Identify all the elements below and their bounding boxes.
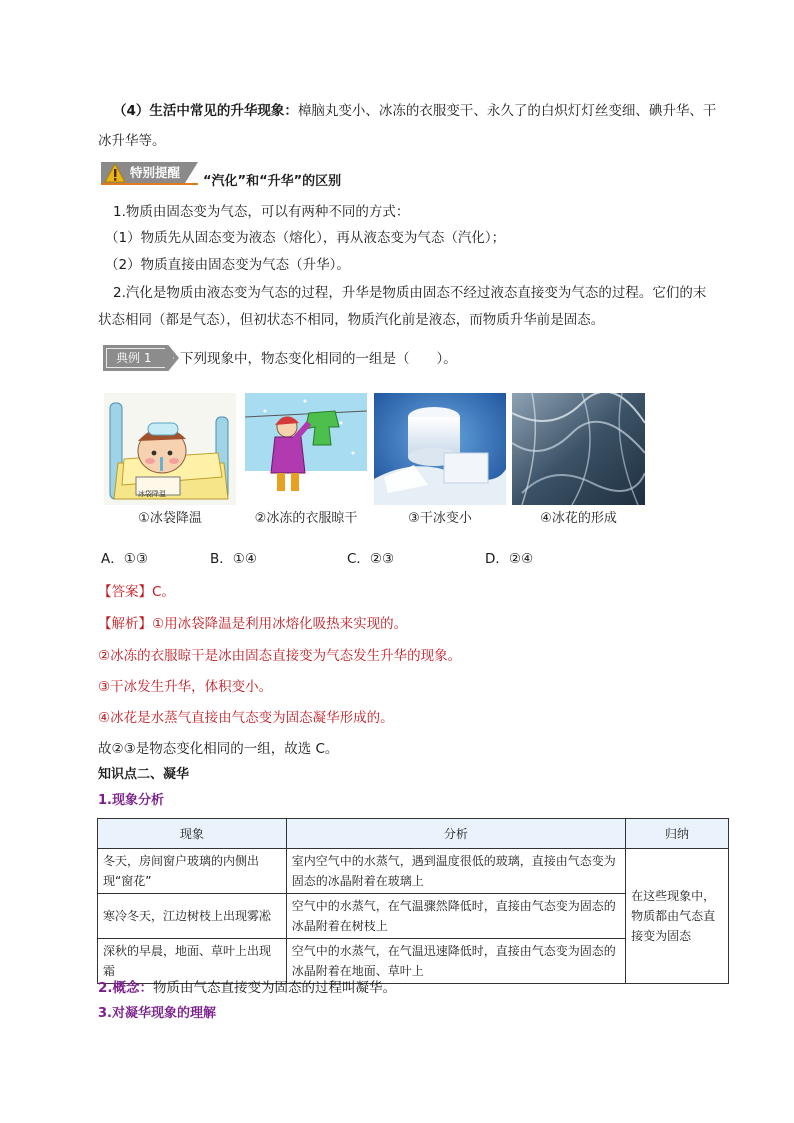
analysis-line1 xyxy=(98,614,407,634)
tip-badge-label: 特别提醒 xyxy=(130,165,181,180)
conclusion: 故②③是物态变化相同的一组，故选 C。 xyxy=(98,741,339,757)
analysis-label: 【解析】 xyxy=(98,616,152,632)
option-c: C．②③ xyxy=(347,551,395,567)
tip-underline xyxy=(101,183,198,185)
option-b: B．①④ xyxy=(210,551,257,567)
frozen-clothes-illustration xyxy=(245,393,367,505)
analysis-text-1: ①用冰袋降温是利用冰熔化吸热来实现的。 xyxy=(152,616,408,632)
analysis-line4: ④冰花是水蒸气直接由气态变为固态凝华形成的。 xyxy=(98,710,394,726)
table-header: 归纳 xyxy=(626,819,729,849)
caption-1: ①冰袋降温 xyxy=(138,511,202,526)
tip-title: “汽化”和“升华”的区别 xyxy=(203,174,342,189)
table-cell-analysis: 空气中的水蒸气，在气温迅速降低时，直接由气态变为固态的冰晶附着在地面、草叶上 xyxy=(286,939,625,984)
table-cell-phenomenon: 寒冷冬天，江边树枝上出现雾凇 xyxy=(98,894,287,939)
table-cell-phenomenon: 深秋的早晨，地面、草叶上出现霜 xyxy=(98,939,287,984)
option-d: D．②④ xyxy=(485,551,534,567)
section2-sub3: 3.对凝华现象的理解 xyxy=(98,1006,216,1021)
ice-bag-label: 冰袋降温 xyxy=(138,490,166,498)
warning-icon xyxy=(104,163,126,183)
concept-text: 物质由气态直接变为固态的过程叫凝华。 xyxy=(153,980,397,996)
option-a: A．①③ xyxy=(101,551,148,567)
para4-line1 xyxy=(113,101,716,121)
table-cell-analysis: 空气中的水蒸气，在气温骤然降低时，直接由气态变为固态的冰晶附着在树枝上 xyxy=(286,894,625,939)
analysis-line3: ③干冰发生升华，体积变小。 xyxy=(98,679,273,695)
concept-label: 2.概念： xyxy=(98,980,154,996)
caption-3: ③干冰变小 xyxy=(408,511,472,526)
tip-p3: （2）物质直接由固态变为气态（升华）。 xyxy=(105,257,350,273)
tip-p2: （1）物质先从固态变为液态（熔化），再从液态变为气态（汽化）； xyxy=(105,230,506,246)
caption-2: ②冰冻的衣服晾干 xyxy=(254,511,358,526)
answer xyxy=(98,582,175,602)
section2-sub2 xyxy=(98,978,396,998)
table-cell-summary: 在这些现象中，物质都由气态直接变为固态 xyxy=(626,849,729,984)
tip-p1: 1.物质由固态变为气态，可以有两种不同的方式： xyxy=(113,204,410,220)
analysis-line2: ②冰冻的衣服晾干是冰由固态直接变为气态发生升华的现象。 xyxy=(98,648,462,664)
dry-ice-photo xyxy=(374,393,506,505)
answer-label: 【答案】 xyxy=(98,584,152,600)
section2-sub1: 1.现象分析 xyxy=(98,793,164,808)
para4-text: 樟脑丸变小、冰冻的衣服变干、永久了的白炽灯灯丝变细、碘升华、干 xyxy=(297,103,717,119)
tip-p4b: 状态相同（都是气态），但初状态不相同，物质汽化前是液态，而物质升华前是固态。 xyxy=(98,312,605,328)
tip-p4a: 2.汽化是物质由液态变为气态的过程，升华是物质由固态不经过液态直接变为气态的过程。它们的末 xyxy=(113,285,707,301)
table-cell-analysis: 室内空气中的水蒸气，遇到温度很低的玻璃，直接由气态变为固态的冰晶附着在玻璃上 xyxy=(286,849,625,894)
table-header: 现象 xyxy=(98,819,287,849)
example-badge-label: 典例 1 xyxy=(116,351,152,365)
phenomenon-table xyxy=(97,818,729,984)
para4-lead: （4）生活中常见的升华现象： xyxy=(113,103,298,119)
table-cell-phenomenon: 冬天，房间窗户玻璃的内侧出现“窗花” xyxy=(98,849,287,894)
answer-value: C。 xyxy=(152,584,175,600)
frost-pattern-photo xyxy=(512,393,645,505)
section2-title: 知识点二、凝华 xyxy=(98,767,190,782)
ice-bag-illustration xyxy=(104,393,236,505)
table-row xyxy=(98,849,729,894)
example-question: 下列现象中，物态变化相同的一组是（ ）。 xyxy=(180,351,457,367)
caption-4: ④冰花的形成 xyxy=(540,511,617,526)
table-header-row xyxy=(98,819,729,849)
table-header: 分析 xyxy=(286,819,625,849)
para4-line2: 冰升华等。 xyxy=(98,133,166,149)
